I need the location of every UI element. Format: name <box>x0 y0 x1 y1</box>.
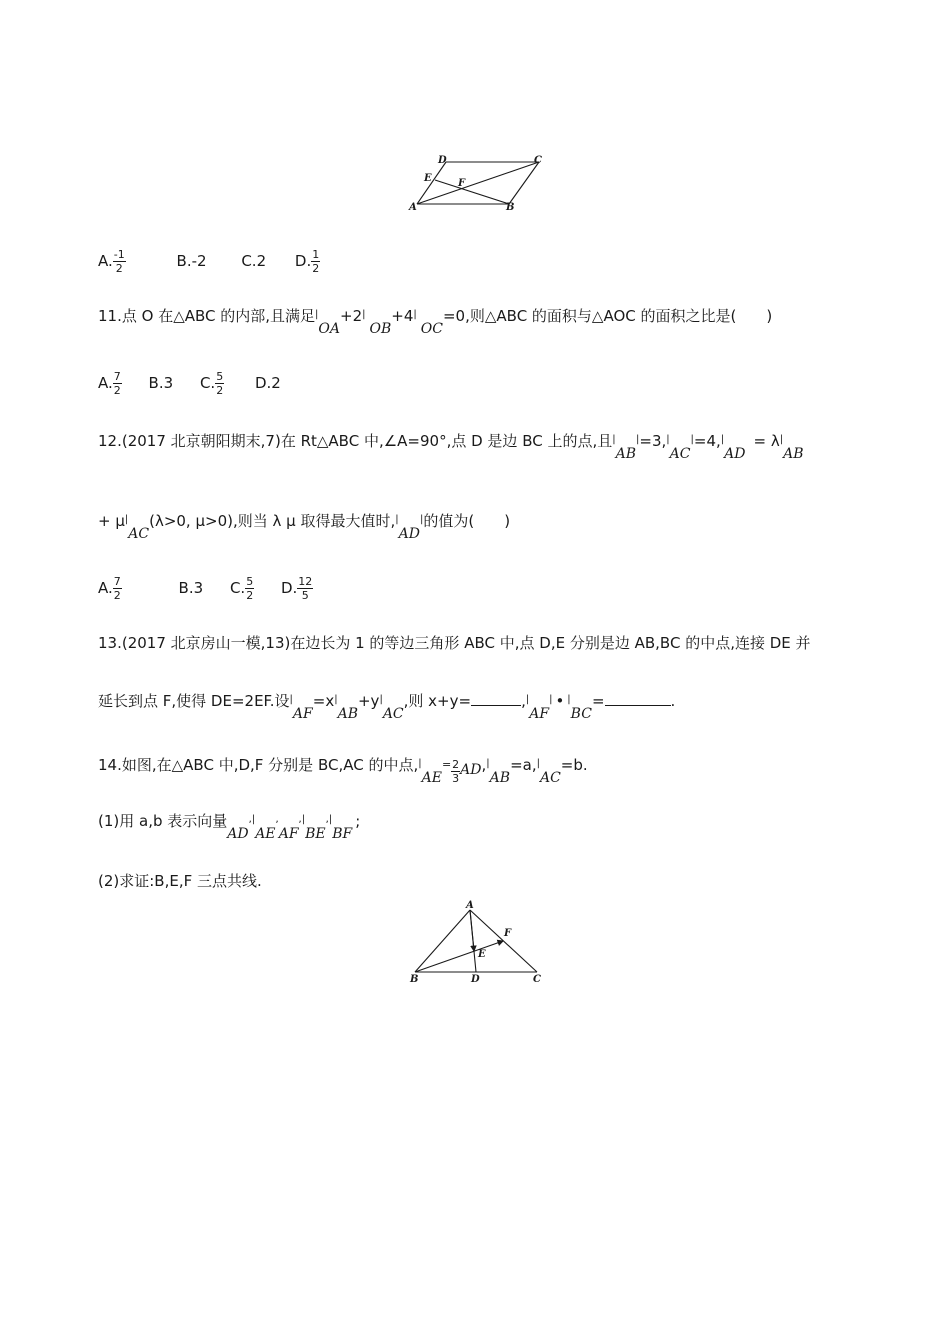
q14-part1: (1)用 a,b 表示向量AD,|AE,AF,|BE,|BF; <box>98 812 361 842</box>
label-a: A <box>466 900 474 911</box>
q13-question-line1: 13.(2017 北京房山一模,13)在边长为 1 的等边三角形 ABC 中,点 D,E 分别是边 AB,BC 的中点,连接 DE 并 <box>98 634 811 652</box>
label-f: F <box>504 928 512 939</box>
fraction: $\frac{5}{2}$ <box>246 575 254 602</box>
option-d: D.2 <box>254 374 281 392</box>
vector-af: AF <box>278 826 299 842</box>
vector-oc: OC <box>420 321 443 337</box>
label-b: B <box>410 974 419 985</box>
option-a: A. $\frac{7}{2}$ <box>98 575 121 602</box>
vector-oa: OA <box>318 321 341 337</box>
vector-af: AF <box>529 706 550 722</box>
vector-ad: AD <box>724 446 746 462</box>
vector-ab: AB <box>783 446 804 462</box>
option-b: B.-2 <box>176 252 207 270</box>
option-a: A. $\frac{7}{2}$ <box>98 370 121 397</box>
label-b: B <box>506 202 515 212</box>
label-e: E <box>478 949 486 960</box>
parallelogram-figure <box>405 152 555 212</box>
fraction: $\frac{2}{3}$ <box>452 758 460 785</box>
vector-ab: AB <box>489 770 511 786</box>
fraction: $\frac{12}{5}$ <box>298 575 313 602</box>
answer-blank[interactable] <box>605 691 671 706</box>
fraction: $\frac{1}{2}$ <box>312 248 320 275</box>
vector-ad: AD <box>398 526 420 542</box>
vector-ad: AD <box>460 762 482 778</box>
vector-ae: AE <box>421 770 442 786</box>
answer-blank[interactable] <box>471 691 521 706</box>
fraction: $\frac{5}{2}$ <box>216 370 224 397</box>
fraction: $\frac{-1}{2}$ <box>113 248 125 275</box>
option-a: A. $\frac{-1}{2}$ <box>98 248 125 275</box>
triangle-figure <box>405 898 550 986</box>
option-c: C. $\frac{5}{2}$ <box>229 575 254 602</box>
vector-bf: BF <box>332 826 353 842</box>
vector-ad: AD <box>227 826 249 842</box>
option-c: C.2 <box>241 252 267 270</box>
fraction: $\frac{7}{2}$ <box>113 575 121 602</box>
q12-question-line1: 12.(2017 北京朝阳期末,7)在 Rt△ABC 中,∠A=90°,点 D 是边 BC 上的点,且|AB|=3,|AC|=4,|AD= λ|AB <box>98 432 804 462</box>
q14-part2: (2)求证:B,E,F 三点共线. <box>98 872 262 890</box>
vector-ac: AC <box>539 770 561 786</box>
vector-af: AF <box>292 706 313 722</box>
label-f: F <box>458 178 466 189</box>
option-c: C. $\frac{5}{2}$ <box>199 370 224 397</box>
option-b: B.3 <box>148 374 174 392</box>
q11-options <box>98 370 281 397</box>
q13-question-line2: 延长到点 F,使得 DE=2EF.设|AF=x|AB+y|AC,则 x+y= ,|AF| • |BC= . <box>98 692 676 722</box>
q14-question: 14.如图,在△ABC 中,D,F 分别是 BC,AC 的中点,|AE= $\frac{2}{3}$ AD,|AB=a,|AC=b. <box>98 756 588 786</box>
vector-ob: OB <box>369 321 392 337</box>
label-a: A <box>409 202 417 212</box>
q10-options <box>98 248 320 275</box>
vector-ae: AE <box>255 826 276 842</box>
vector-ac: AC <box>128 526 150 542</box>
q12-question-line2: + μ|AC(λ>0, μ>0),则当 λ μ 取得最大值时,|AD|的值为( ) <box>98 512 511 542</box>
q12-options <box>98 575 313 602</box>
vector-ab: AB <box>337 706 358 722</box>
q11-question: 11.点 O 在△ABC 的内部,且满足|OA+2|OB+4|OC=0,则△ABC 的面积与△AOC 的面积之比是( ) <box>98 307 773 337</box>
option-b: B.3 <box>178 579 204 597</box>
vector-ac: AC <box>669 446 691 462</box>
label-d: D <box>471 974 480 985</box>
label-c: C <box>533 974 541 985</box>
vector-ac: AC <box>382 706 404 722</box>
label-e: E <box>424 173 432 184</box>
vector-ab: AB <box>615 446 637 462</box>
label-c: C <box>534 155 542 166</box>
option-d: D. $\frac{12}{5}$ <box>280 575 313 602</box>
vector-be: BE <box>305 826 326 842</box>
option-d: D. $\frac{1}{2}$ <box>294 248 320 275</box>
fraction: $\frac{7}{2}$ <box>113 370 121 397</box>
vector-bc: BC <box>570 706 592 722</box>
label-d: D <box>438 155 447 166</box>
